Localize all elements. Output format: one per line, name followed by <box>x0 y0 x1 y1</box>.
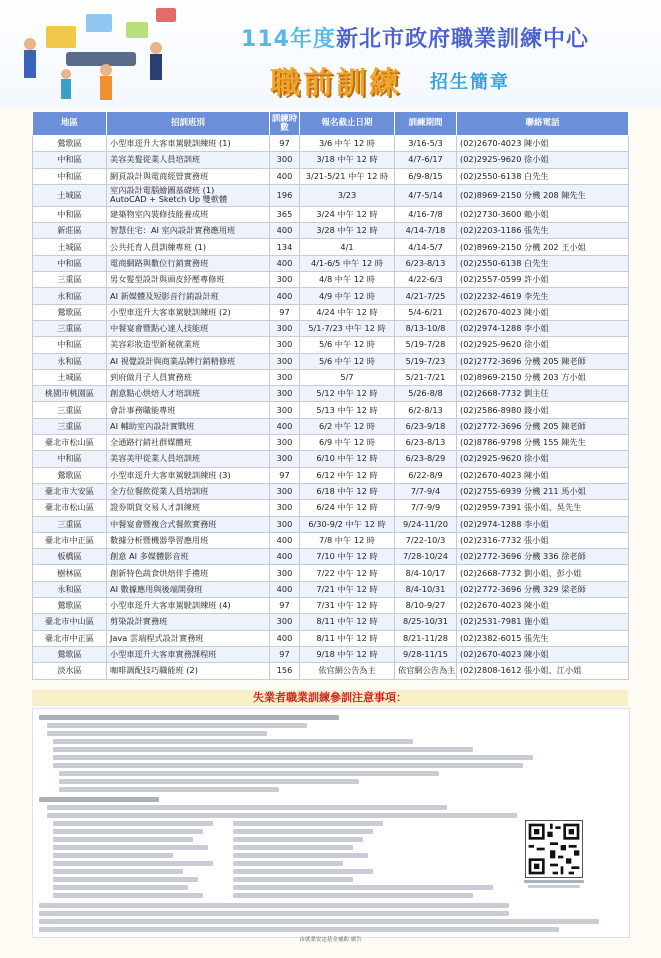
table-row <box>33 418 629 434</box>
notes-line <box>39 797 159 802</box>
table-row <box>33 337 629 353</box>
cell-phone: (02)2316-7732 張小姐 <box>457 532 629 548</box>
cell-phone: (02)2531-7981 施小姐 <box>457 614 629 630</box>
notes-line <box>233 869 373 874</box>
notes-line <box>53 837 193 842</box>
cell-deadline: 3/18 中午 12 時 <box>300 152 395 168</box>
cell-hours: 300 <box>270 337 300 353</box>
notes-line <box>47 723 307 728</box>
cell-phone: (02)2203-1186 張先生 <box>457 223 629 239</box>
notes-line <box>53 893 203 898</box>
cell-phone: (02)2670-4023 陳小姐 <box>457 646 629 662</box>
cell-class: AI 新媒體及短影音行銷設計班 <box>107 288 270 304</box>
cell-period: 8/25-10/31 <box>395 614 457 630</box>
cell-area: 臺北市中正區 <box>33 532 107 548</box>
table-row <box>33 369 629 385</box>
cell-class: 電商網路與數位行銷實務班 <box>107 255 270 271</box>
notes-line <box>53 885 188 890</box>
notes-title: 失業者職業訓練參訓注意事項： <box>32 690 628 706</box>
cell-hours: 300 <box>270 402 300 418</box>
notes-line <box>53 747 473 752</box>
col-header-deadline: 報名截止日期 <box>300 112 395 136</box>
cell-class: 公共托育人員訓練專班 (1) <box>107 239 270 255</box>
table-row <box>33 304 629 320</box>
cell-class: 小型車逕升大客車駕駛訓練班 (3) <box>107 467 270 483</box>
cell-class: 小型車逕升大客車駕駛訓練班 (2) <box>107 304 270 320</box>
cell-period: 6/23-9/18 <box>395 418 457 434</box>
cell-deadline: 5/1-7/23 中午 12 時 <box>300 320 395 336</box>
cell-hours: 400 <box>270 549 300 565</box>
cell-hours: 97 <box>270 646 300 662</box>
cell-hours: 300 <box>270 353 300 369</box>
table-row <box>33 614 629 630</box>
cell-phone: (02)2925-9620 徐小姐 <box>457 337 629 353</box>
notes-line <box>39 927 559 932</box>
cell-phone: (02)2925-9620 徐小姐 <box>457 152 629 168</box>
cell-area: 中和區 <box>33 152 107 168</box>
col-header-class: 招訓班別 <box>107 112 270 136</box>
cell-hours: 97 <box>270 467 300 483</box>
cell-area: 臺北市中正區 <box>33 630 107 646</box>
cell-hours: 300 <box>270 435 300 451</box>
cell-hours: 300 <box>270 369 300 385</box>
cell-area: 永和區 <box>33 581 107 597</box>
table-row <box>33 663 629 679</box>
cell-hours: 300 <box>270 386 300 402</box>
col-header-hours: 訓練時數 <box>270 112 300 136</box>
cell-period: 8/4-10/17 <box>395 565 457 581</box>
cell-class: AI 視覺設計與商業品牌行銷精修班 <box>107 353 270 369</box>
cell-class: 小型車逕升大客車實務課程班 <box>107 646 270 662</box>
cell-deadline: 6/12 中午 12 時 <box>300 467 395 483</box>
cell-deadline: 4/8 中午 12 時 <box>300 272 395 288</box>
cell-class: AI 數據應用與後端開發班 <box>107 581 270 597</box>
col-header-area: 地區 <box>33 112 107 136</box>
cell-deadline: 5/12 中午 12 時 <box>300 386 395 402</box>
cell-hours: 400 <box>270 223 300 239</box>
cell-class: 剪染設計實務班 <box>107 614 270 630</box>
footer-note: 由就業安定基金補助 廣告 <box>299 937 362 943</box>
notes-line <box>233 837 363 842</box>
notes-line <box>233 845 353 850</box>
cell-period: 6/23-8/13 <box>395 255 457 271</box>
notes-line <box>233 893 473 898</box>
cell-phone: (02)2959-7391 張小姐、吳先生 <box>457 500 629 516</box>
notes-line <box>47 813 517 818</box>
notes-line <box>233 861 343 866</box>
notes-line <box>53 845 208 850</box>
cell-deadline: 6/30-9/2 中午 12 時 <box>300 516 395 532</box>
cell-period: 5/21-7/21 <box>395 369 457 385</box>
cell-class: 中餐宴會暨複合式餐飲實務班 <box>107 516 270 532</box>
cell-period: 7/7-9/4 <box>395 483 457 499</box>
cell-class: 智慧住宅：AI 室內設計實務應用班 <box>107 223 270 239</box>
cell-hours: 400 <box>270 255 300 271</box>
cell-phone: (02)2232-4619 李先生 <box>457 288 629 304</box>
cell-phone: (02)2772-3696 分機 329 梁老師 <box>457 581 629 597</box>
cell-period: 8/13-10/8 <box>395 320 457 336</box>
cell-area: 三重區 <box>33 516 107 532</box>
notes-line <box>59 787 279 792</box>
cell-class: 網頁設計與電商經營實務班 <box>107 168 270 184</box>
cell-area: 土城區 <box>33 369 107 385</box>
cell-period: 5/4-6/21 <box>395 304 457 320</box>
cell-area: 中和區 <box>33 337 107 353</box>
cell-deadline: 3/28 中午 12 時 <box>300 223 395 239</box>
cell-deadline: 4/24 中午 12 時 <box>300 304 395 320</box>
cell-hours: 300 <box>270 152 300 168</box>
notes-line <box>59 771 439 776</box>
cell-hours: 400 <box>270 581 300 597</box>
cell-area: 永和區 <box>33 288 107 304</box>
cell-area: 鶯歌區 <box>33 467 107 483</box>
cell-hours: 97 <box>270 598 300 614</box>
notes-line <box>53 861 213 866</box>
cell-deadline: 5/7 <box>300 369 395 385</box>
table-row <box>33 255 629 271</box>
cell-class: 創意 AI 多媒體影音班 <box>107 549 270 565</box>
header-banner <box>0 0 661 108</box>
table-header-row <box>33 112 629 136</box>
cell-class: 會計事務職能專班 <box>107 402 270 418</box>
cell-area: 中和區 <box>33 206 107 222</box>
table-row <box>33 239 629 255</box>
notes-line <box>53 877 198 882</box>
cell-hours: 300 <box>270 614 300 630</box>
cell-hours: 365 <box>270 206 300 222</box>
title-line1: 114年度新北市政府職業訓練中心 <box>241 27 589 52</box>
cell-hours: 156 <box>270 663 300 679</box>
notes-line <box>53 869 183 874</box>
cell-hours: 300 <box>270 516 300 532</box>
cell-area: 三重區 <box>33 272 107 288</box>
cell-deadline: 6/2 中午 12 時 <box>300 418 395 434</box>
cell-deadline: 依官網公告為主 <box>300 663 395 679</box>
cell-phone: (02)2382-6015 張先生 <box>457 630 629 646</box>
cell-deadline: 9/18 中午 12 時 <box>300 646 395 662</box>
cell-period: 4/21-7/25 <box>395 288 457 304</box>
qr-code-icon[interactable] <box>525 820 583 878</box>
cell-deadline: 3/6 中午 12 時 <box>300 136 395 152</box>
cell-hours: 300 <box>270 272 300 288</box>
table-row <box>33 630 629 646</box>
title-main: 職前訓練 <box>270 66 402 101</box>
table-row <box>33 152 629 168</box>
cell-hours: 300 <box>270 500 300 516</box>
cell-area: 中和區 <box>33 255 107 271</box>
cell-period: 6/2-8/13 <box>395 402 457 418</box>
table-row <box>33 206 629 222</box>
cell-phone: (02)8969-2150 分機 203 方小姐 <box>457 369 629 385</box>
cell-class: 小型車逕升大客車駕駛訓練班 (4) <box>107 598 270 614</box>
table-row <box>33 402 629 418</box>
cell-area: 土城區 <box>33 239 107 255</box>
cell-class: 美容美甲從業人員培訓班 <box>107 451 270 467</box>
cell-area: 三重區 <box>33 402 107 418</box>
cell-period: 9/24-11/20 <box>395 516 457 532</box>
cell-class: AI 輔助室內設計實戰班 <box>107 418 270 434</box>
table-row <box>33 272 629 288</box>
cell-hours: 400 <box>270 630 300 646</box>
notes-line <box>39 715 339 720</box>
cell-phone: (02)2670-4023 陳小姐 <box>457 598 629 614</box>
notes-line <box>47 731 267 736</box>
cell-period: 7/28-10/24 <box>395 549 457 565</box>
cell-deadline: 6/10 中午 12 時 <box>300 451 395 467</box>
cell-phone: (02)2670-4023 陳小姐 <box>457 136 629 152</box>
cell-hours: 400 <box>270 288 300 304</box>
cell-period: 4/14-5/7 <box>395 239 457 255</box>
cell-deadline: 6/9 中午 12 時 <box>300 435 395 451</box>
cell-class: 創意點心烘焙人才培訓班 <box>107 386 270 402</box>
cell-phone: (02)2772-3696 分機 336 徐老師 <box>457 549 629 565</box>
qr-caption-line <box>524 880 584 883</box>
cell-area: 鶯歌區 <box>33 136 107 152</box>
notes-line <box>53 739 413 744</box>
cell-phone: (02)2670-4023 陳小姐 <box>457 467 629 483</box>
cell-area: 土城區 <box>33 184 107 206</box>
table-row <box>33 565 629 581</box>
cell-period: 8/4-10/31 <box>395 581 457 597</box>
cell-period: 7/7-9/9 <box>395 500 457 516</box>
cell-area: 臺北市松山區 <box>33 435 107 451</box>
qr-caption <box>516 880 592 888</box>
cell-period: 8/21-11/28 <box>395 630 457 646</box>
table-row <box>33 646 629 662</box>
cell-area: 中和區 <box>33 451 107 467</box>
cell-area: 桃園市桃園區 <box>33 386 107 402</box>
table-row <box>33 467 629 483</box>
cell-deadline: 6/18 中午 12 時 <box>300 483 395 499</box>
cell-period: 6/23-8/13 <box>395 435 457 451</box>
table-row <box>33 451 629 467</box>
cell-phone: (02)2974-1288 李小姐 <box>457 320 629 336</box>
table-row <box>33 549 629 565</box>
cell-hours: 300 <box>270 320 300 336</box>
title-sub: 招生簡章 <box>430 72 510 93</box>
notes-line <box>53 853 173 858</box>
meeting-illustration <box>6 4 186 104</box>
notes-line <box>53 755 533 760</box>
cell-period: 4/16-7/8 <box>395 206 457 222</box>
cell-area: 鶯歌區 <box>33 598 107 614</box>
notes-line <box>233 821 383 826</box>
cell-phone: (02)8969-2150 分機 208 陳先生 <box>457 184 629 206</box>
cell-phone: (02)2550-6138 白先生 <box>457 255 629 271</box>
cell-class: 建築物室內裝修技能養成班 <box>107 206 270 222</box>
table-row <box>33 516 629 532</box>
cell-phone: (02)2557-0599 許小姐 <box>457 272 629 288</box>
table-row <box>33 320 629 336</box>
cell-phone: (02)2668-7732 劉小姐、彭小姐 <box>457 565 629 581</box>
cell-deadline: 7/10 中午 12 時 <box>300 549 395 565</box>
cell-period: 5/19-7/23 <box>395 353 457 369</box>
table-row <box>33 500 629 516</box>
cell-deadline: 7/22 中午 12 時 <box>300 565 395 581</box>
cell-class: 創新特色蔬食烘焙伴手禮班 <box>107 565 270 581</box>
cell-area: 淡水區 <box>33 663 107 679</box>
table-row <box>33 581 629 597</box>
cell-deadline: 7/31 中午 12 時 <box>300 598 395 614</box>
notes-line <box>53 763 523 768</box>
notes-line <box>47 805 447 810</box>
cell-period: 4/7-5/14 <box>395 184 457 206</box>
cell-class: 室內設計電腦繪圖基礎班 (1) AutoCAD + Sketch Up 雙軟體 <box>107 184 270 206</box>
cell-period: 4/7-6/17 <box>395 152 457 168</box>
cell-area: 樹林區 <box>33 565 107 581</box>
cell-phone: (02)2668-7732 劉主任 <box>457 386 629 402</box>
notes-line <box>233 885 493 890</box>
cell-period: 6/23-8/29 <box>395 451 457 467</box>
table-row <box>33 598 629 614</box>
cell-phone: (02)2772-3696 分機 205 陳老師 <box>457 418 629 434</box>
notes-line <box>233 829 373 834</box>
cell-phone: (02)8969-2150 分機 202 王小姐 <box>457 239 629 255</box>
cell-area: 三重區 <box>33 418 107 434</box>
cell-deadline: 8/11 中午 12 時 <box>300 630 395 646</box>
table-row <box>33 136 629 152</box>
notes-line <box>59 779 359 784</box>
cell-hours: 400 <box>270 532 300 548</box>
qr-caption-line <box>528 885 580 888</box>
notes-line <box>53 829 203 834</box>
cell-class: 到府做月子人員實務班 <box>107 369 270 385</box>
cell-class: 中餐宴會暨點心達人技能班 <box>107 320 270 336</box>
cell-phone: (02)2772-3696 分機 205 陳老師 <box>457 353 629 369</box>
cell-deadline: 4/1 <box>300 239 395 255</box>
cell-phone: (02)8786-9798 分機 155 陳先生 <box>457 435 629 451</box>
cell-class: Java 雲端程式設計實務班 <box>107 630 270 646</box>
cell-class: 美容美髮從業人員培訓班 <box>107 152 270 168</box>
cell-area: 鶯歌區 <box>33 646 107 662</box>
cell-phone: (02)2974-1288 李小姐 <box>457 516 629 532</box>
cell-period: 6/9-8/15 <box>395 168 457 184</box>
cell-period: 依官網公告為主 <box>395 663 457 679</box>
cell-hours: 97 <box>270 136 300 152</box>
table-row <box>33 483 629 499</box>
cell-period: 4/22-6/3 <box>395 272 457 288</box>
cell-deadline: 5/6 中午 12 時 <box>300 353 395 369</box>
table-row <box>33 223 629 239</box>
table-row <box>33 288 629 304</box>
cell-area: 三重區 <box>33 320 107 336</box>
cell-area: 臺北市松山區 <box>33 500 107 516</box>
cell-deadline: 8/11 中午 12 時 <box>300 614 395 630</box>
cell-deadline: 5/6 中午 12 時 <box>300 337 395 353</box>
notes-line <box>53 821 213 826</box>
notes-line <box>233 877 353 882</box>
cell-phone: (02)2755-6939 分機 211 馬小姐 <box>457 483 629 499</box>
cell-hours: 400 <box>270 168 300 184</box>
cell-area: 板橋區 <box>33 549 107 565</box>
notes-line <box>233 853 368 858</box>
cell-hours: 300 <box>270 565 300 581</box>
cell-period: 5/19-7/28 <box>395 337 457 353</box>
course-table <box>32 111 629 680</box>
cell-hours: 196 <box>270 184 300 206</box>
cell-period: 3/16-5/3 <box>395 136 457 152</box>
cell-deadline: 3/23 <box>300 184 395 206</box>
cell-phone: (02)2550-6138 白先生 <box>457 168 629 184</box>
cell-phone: (02)2808-1612 張小姐、江小姐 <box>457 663 629 679</box>
cell-phone: (02)2730-3600 賴小姐 <box>457 206 629 222</box>
cell-period: 4/14-7/18 <box>395 223 457 239</box>
cell-class: 數據分析暨機器學習應用班 <box>107 532 270 548</box>
cell-phone: (02)2925-9620 徐小姐 <box>457 451 629 467</box>
table-row <box>33 184 629 206</box>
col-header-phone: 聯絡電話 <box>457 112 629 136</box>
cell-hours: 97 <box>270 304 300 320</box>
cell-class: 男女髮型設計與頭皮紓壓專修班 <box>107 272 270 288</box>
table-row <box>33 353 629 369</box>
cell-deadline: 3/24 中午 12 時 <box>300 206 395 222</box>
cell-deadline: 4/1-6/5 中午 12 時 <box>300 255 395 271</box>
cell-period: 7/22-10/3 <box>395 532 457 548</box>
cell-hours: 300 <box>270 483 300 499</box>
col-header-period: 訓練期間 <box>395 112 457 136</box>
table-row <box>33 435 629 451</box>
notes-line <box>39 911 509 916</box>
cell-area: 中和區 <box>33 168 107 184</box>
cell-class: 全方位餐飲從業人員培訓班 <box>107 483 270 499</box>
cell-deadline: 4/9 中午 12 時 <box>300 288 395 304</box>
cell-deadline: 7/8 中午 12 時 <box>300 532 395 548</box>
cell-phone: (02)2586-8980 錢小姐 <box>457 402 629 418</box>
cell-period: 9/28-11/15 <box>395 646 457 662</box>
table-row <box>33 168 629 184</box>
table-row <box>33 532 629 548</box>
cell-deadline: 5/13 中午 12 時 <box>300 402 395 418</box>
cell-period: 5/26-8/8 <box>395 386 457 402</box>
notes-line <box>39 919 599 924</box>
cell-area: 臺北市大安區 <box>33 483 107 499</box>
cell-hours: 300 <box>270 451 300 467</box>
cell-area: 鶯歌區 <box>33 304 107 320</box>
cell-class: 證券期貨交易人才訓練班 <box>107 500 270 516</box>
cell-phone: (02)2670-4023 陳小姐 <box>457 304 629 320</box>
cell-class: 小型車逕升大客車駕駛訓練班 (1) <box>107 136 270 152</box>
cell-area: 永和區 <box>33 353 107 369</box>
cell-hours: 400 <box>270 418 300 434</box>
cell-class: 美容彩妝造型新秘就業班 <box>107 337 270 353</box>
cell-period: 6/22-8/9 <box>395 467 457 483</box>
cell-deadline: 3/21-5/21 中午 12 時 <box>300 168 395 184</box>
notes-line <box>39 903 509 908</box>
cell-area: 臺北市中山區 <box>33 614 107 630</box>
cell-deadline: 7/21 中午 12 時 <box>300 581 395 597</box>
cell-period: 8/10-9/27 <box>395 598 457 614</box>
cell-area: 新莊區 <box>33 223 107 239</box>
cell-class: 咖啡調配技巧職能班 (2) <box>107 663 270 679</box>
cell-hours: 134 <box>270 239 300 255</box>
cell-class: 全通路行銷社群媒體班 <box>107 435 270 451</box>
table-row <box>33 386 629 402</box>
cell-deadline: 6/24 中午 12 時 <box>300 500 395 516</box>
